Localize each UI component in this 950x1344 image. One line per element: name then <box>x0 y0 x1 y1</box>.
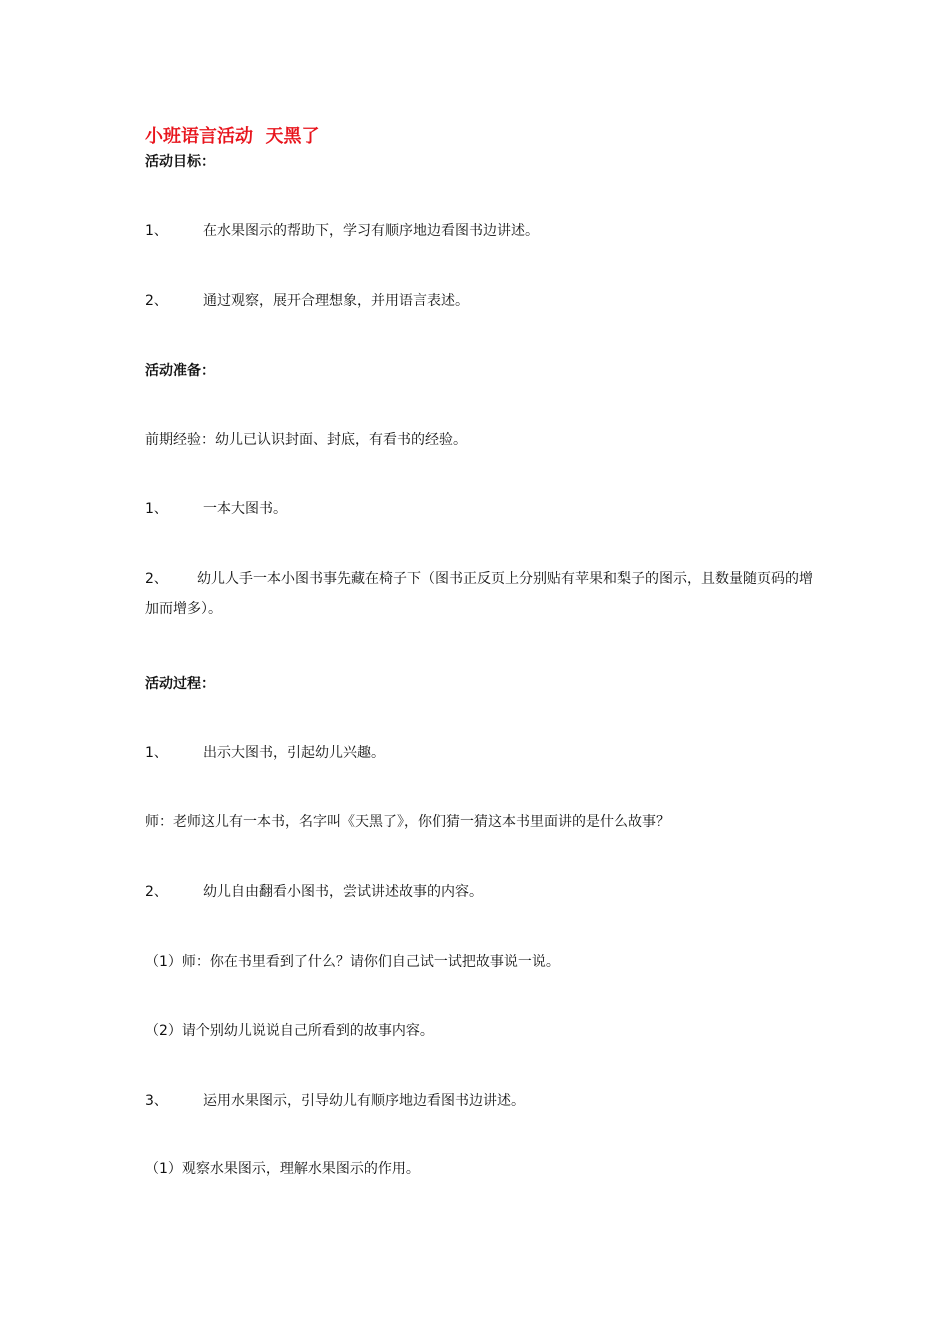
step-text: 幼儿自由翻看小图书，尝试讲述故事的内容。 <box>203 884 483 900</box>
sub-step: （1）观察水果图示，理解水果图示的作用。 <box>145 1161 420 1177</box>
prep-number: 1、 <box>145 501 168 517</box>
step-text: 运用水果图示，引导幼儿有顺序地边看图书边讲述。 <box>203 1093 525 1109</box>
process-step <box>145 741 385 765</box>
goal-text: 在水果图示的帮助下，学习有顺序地边看图书边讲述。 <box>203 223 539 239</box>
step-number: 1、 <box>145 745 168 761</box>
goals-heading: 活动目标： <box>145 154 215 170</box>
process-step <box>145 1089 525 1113</box>
step-number: 2、 <box>145 884 168 900</box>
goal-text: 通过观察，展开合理想象，并用语言表述。 <box>203 293 469 309</box>
prep-number: 2、 <box>145 571 168 587</box>
goal-number: 1、 <box>145 223 168 239</box>
goal-item <box>145 289 469 313</box>
goal-number: 2、 <box>145 293 168 309</box>
process-step <box>145 880 483 904</box>
prep-experience: 前期经验：幼儿已认识封面、封底，有看书的经验。 <box>145 432 467 448</box>
goal-item <box>145 219 539 243</box>
step-text: 出示大图书，引起幼儿兴趣。 <box>203 745 385 761</box>
document-title: 小班语言活动 天黑了 <box>145 126 320 147</box>
sub-step: （2）请个别幼儿说说自己所看到的故事内容。 <box>145 1023 434 1039</box>
step-number: 3、 <box>145 1093 168 1109</box>
prep-item <box>145 564 813 624</box>
prep-text: 一本大图书。 <box>203 501 287 517</box>
sub-step: （1）师：你在书里看到了什么？请你们自己试一试把故事说一说。 <box>145 954 560 970</box>
teacher-line: 师：老师这儿有一本书，名字叫《天黑了》，你们猜一猜这本书里面讲的是什么故事？ <box>145 814 670 830</box>
prep-item <box>145 497 287 521</box>
process-heading: 活动过程： <box>145 676 215 692</box>
prep-heading: 活动准备： <box>145 363 215 379</box>
prep-text: 幼儿人手一本小图书事先藏在椅子下（图书正反页上分别贴有苹果和梨子的图示，且数量随页码的增加而增多）。 <box>145 571 813 617</box>
